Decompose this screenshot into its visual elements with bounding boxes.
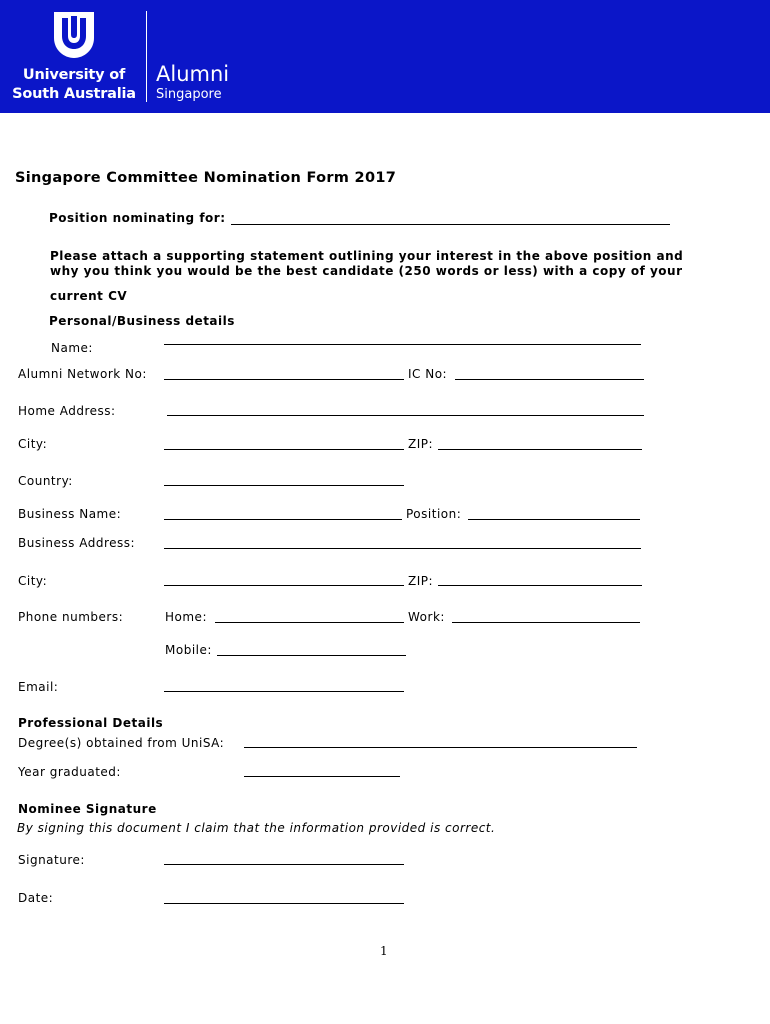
position-field[interactable]: [468, 519, 640, 520]
ic-no-field[interactable]: [455, 379, 644, 380]
home-address-field[interactable]: [167, 415, 644, 416]
zip-field[interactable]: [438, 449, 642, 450]
logo-divider: [146, 11, 147, 102]
alumni-no-field[interactable]: [164, 379, 404, 380]
business-zip-label: ZIP:: [408, 574, 434, 588]
city-field[interactable]: [164, 449, 404, 450]
degrees-field[interactable]: [244, 747, 637, 748]
nominee-signature-heading: Nominee Signature: [18, 802, 157, 816]
phone-numbers-label: Phone numbers:: [18, 610, 124, 624]
alumni-no-label: Alumni Network No:: [18, 367, 147, 381]
home-address-label: Home Address:: [18, 404, 116, 418]
mobile-label: Mobile:: [165, 643, 212, 657]
zip-label: ZIP:: [408, 437, 434, 451]
year-graduated-field[interactable]: [244, 776, 400, 777]
header-banner: [0, 0, 770, 113]
business-city-field[interactable]: [164, 585, 404, 586]
year-graduated-label: Year graduated:: [18, 765, 121, 779]
university-line-1: University of: [22, 67, 126, 83]
work-phone-field[interactable]: [452, 622, 640, 623]
university-line-2: South Australia: [12, 86, 136, 102]
instruction-line-1: Please attach a supporting statement outlining your interest in the above position and: [50, 249, 684, 263]
business-city-label: City:: [18, 574, 48, 588]
email-field[interactable]: [164, 691, 404, 692]
date-label: Date:: [18, 891, 54, 905]
ic-no-label: IC No:: [408, 367, 448, 381]
city-label: City:: [18, 437, 48, 451]
work-phone-label: Work:: [408, 610, 445, 624]
home-phone-label: Home:: [165, 610, 207, 624]
email-label: Email:: [18, 680, 59, 694]
country-field[interactable]: [164, 485, 404, 486]
degrees-label: Degree(s) obtained from UniSA:: [18, 736, 225, 750]
university-logo-text: [12, 66, 136, 104]
position-nominating-label: Position nominating for:: [49, 211, 226, 225]
signature-field[interactable]: [164, 864, 404, 865]
business-name-field[interactable]: [164, 519, 402, 520]
country-label: Country:: [18, 474, 73, 488]
form-title: Singapore Committee Nomination Form 2017: [15, 170, 397, 186]
instruction-line-2: why you think you would be the best candidate (250 words or less) with a copy of your: [50, 264, 683, 278]
business-zip-field[interactable]: [438, 585, 642, 586]
personal-details-heading: Personal/Business details: [49, 314, 235, 328]
business-address-label: Business Address:: [18, 536, 136, 550]
business-address-field[interactable]: [164, 548, 641, 549]
name-field[interactable]: [164, 344, 641, 345]
position-nominating-field[interactable]: [231, 224, 670, 225]
declaration-text: By signing this document I claim that the information provided is correct.: [17, 821, 496, 835]
alumni-logo-text: Alumni: [156, 62, 230, 86]
signature-label: Signature:: [18, 853, 85, 867]
business-name-label: Business Name:: [18, 507, 122, 521]
name-label: Name:: [51, 341, 93, 355]
date-field[interactable]: [164, 903, 404, 904]
mobile-field[interactable]: [217, 655, 406, 656]
instruction-line-3: current CV: [50, 289, 128, 303]
home-phone-field[interactable]: [215, 622, 404, 623]
position-label: Position:: [406, 507, 462, 521]
university-crest-icon: [52, 10, 96, 60]
page-number: 1: [380, 944, 388, 958]
professional-details-heading: Professional Details: [18, 716, 164, 730]
chapter-logo-text: Singapore: [156, 87, 222, 102]
